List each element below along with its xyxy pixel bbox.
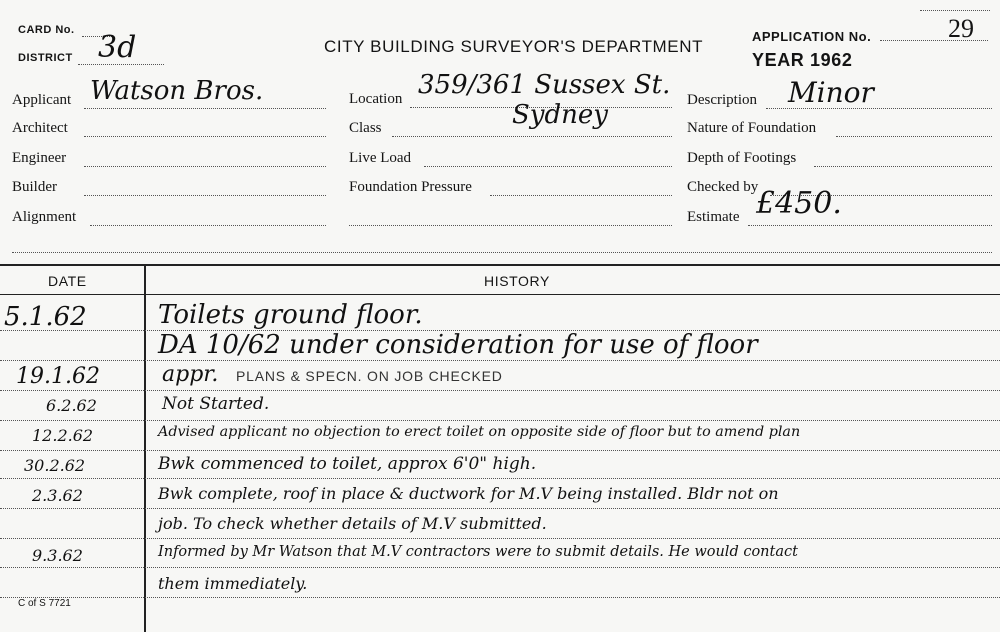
history-date: 5.1.62: [4, 302, 87, 332]
history-row-line: [0, 478, 1000, 479]
plans-checked-stamp: PLANS & SPECN. ON JOB CHECKED: [236, 368, 503, 384]
date-column-divider: [144, 264, 146, 632]
history-top-rule: [0, 264, 1000, 266]
top-right-line: [920, 10, 990, 11]
description-label: Description: [687, 92, 757, 108]
history-text: Toilets ground floor.: [158, 300, 423, 330]
history-text: job. To check whether details of M.V submitted.: [158, 514, 547, 533]
district-value: 3d: [98, 30, 137, 65]
checked-by-label: Checked by: [687, 179, 759, 195]
alignment-line: [90, 225, 326, 226]
history-text: Bwk commenced to toilet, approx 6'0" high.: [158, 454, 537, 474]
history-header: HISTORY: [484, 273, 550, 289]
fields-bottom-dotted-line: [12, 252, 992, 253]
live-load-label: Live Load: [349, 150, 412, 166]
foundation-pressure-label: Foundation Pressure: [349, 179, 472, 195]
history-text: them immediately.: [158, 574, 308, 593]
depth-of-footings-line: [814, 166, 992, 167]
district-label: DISTRICT: [18, 52, 73, 64]
builder-label: Builder: [12, 179, 57, 195]
history-date: 2.3.62: [32, 486, 83, 505]
history-text: Bwk complete, roof in place & ductwork for M.V being installed. Bldr not on: [158, 484, 779, 503]
estimate-label: Estimate: [687, 209, 740, 225]
applicant-value: Watson Bros.: [90, 76, 264, 106]
history-row-line: [0, 508, 1000, 509]
history-header-rule: [0, 294, 1000, 295]
depth-of-footings-label: Depth of Footings: [687, 150, 797, 166]
history-date: 19.1.62: [16, 364, 100, 389]
estimate-line: [748, 225, 992, 226]
history-row-line: [0, 390, 1000, 391]
history-text: Advised applicant no objection to erect toilet on opposite side of floor but to amend plan: [158, 424, 801, 440]
location-label: Location: [349, 91, 403, 107]
history-date: 9.3.62: [32, 546, 83, 565]
date-header: DATE: [48, 273, 87, 289]
history-text: Informed by Mr Watson that M.V contractors were to submit details. He would contact: [158, 544, 798, 560]
class-value: Sydney: [512, 100, 608, 130]
applicant-label: Applicant: [12, 92, 72, 108]
history-row-line: [0, 538, 1000, 539]
column2-blank-line: [349, 225, 672, 226]
live-load-line: [424, 166, 672, 167]
class-line: [392, 136, 672, 137]
class-label: Class: [349, 120, 382, 136]
engineer-line: [84, 166, 326, 167]
nature-of-foundation-label: Nature of Foundation: [687, 120, 817, 136]
history-row-line: [0, 597, 1000, 598]
department-title: CITY BUILDING SURVEYOR'S DEPARTMENT: [324, 37, 704, 56]
builder-line: [84, 195, 326, 196]
history-text: appr.: [162, 362, 219, 387]
architect-label: Architect: [12, 120, 68, 136]
nature-of-foundation-line: [836, 136, 992, 137]
history-row-line: [0, 450, 1000, 451]
year-label: YEAR 1962: [752, 50, 853, 70]
location-value: 359/361 Sussex St.: [418, 70, 671, 100]
history-text: DA 10/62 under consideration for use of floor: [158, 330, 758, 360]
engineer-label: Engineer: [12, 150, 67, 166]
history-date: 30.2.62: [24, 456, 86, 475]
history-row-line: [0, 420, 1000, 421]
application-label: APPLICATION No.: [752, 29, 872, 44]
history-row-line: [0, 567, 1000, 568]
history-date: 12.2.62: [32, 426, 94, 445]
description-value: Minor: [788, 76, 874, 109]
architect-line: [84, 136, 326, 137]
history-row-line: [0, 360, 1000, 361]
application-number: 29: [948, 14, 974, 43]
history-text: Not Started.: [162, 394, 270, 414]
form-code: C of S 7721: [18, 598, 71, 609]
foundation-pressure-line: [490, 195, 672, 196]
estimate-value: £450.: [756, 186, 842, 221]
history-date: 6.2.62: [46, 396, 97, 415]
applicant-line: [84, 108, 326, 109]
card-no-label: CARD No.: [18, 24, 75, 36]
alignment-label: Alignment: [12, 209, 77, 225]
